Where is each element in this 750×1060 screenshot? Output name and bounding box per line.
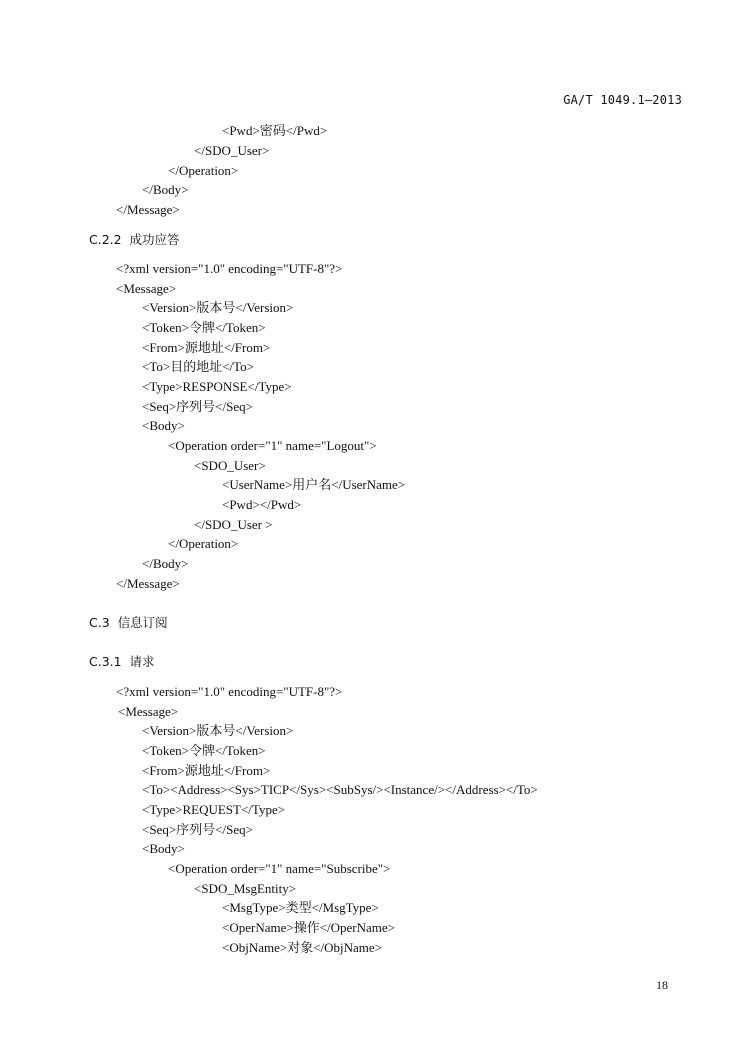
- xml-line: <Type>REQUEST</Type>: [142, 802, 286, 817]
- xml-line: <Pwd>密码</Pwd>: [222, 123, 328, 138]
- xml-line: <From>源地址</From>: [142, 763, 271, 778]
- section-heading-c-2-2: C.2.2 成功应答: [89, 232, 180, 247]
- xml-line: <?xml version="1.0" encoding="UTF-8"?>: [116, 684, 343, 699]
- section-heading-c-3: C.3 信息订阅: [89, 615, 168, 630]
- xml-line: <Message>: [118, 704, 179, 719]
- xml-line: </Body>: [142, 556, 189, 571]
- xml-line: <Operation order="1" name="Logout">: [168, 438, 377, 453]
- xml-line: <From>源地址</From>: [142, 340, 271, 355]
- xml-line: </Operation>: [168, 163, 239, 178]
- xml-line: <Operation order="1" name="Subscribe">: [168, 861, 391, 876]
- xml-line: <To>目的地址</To>: [142, 359, 255, 374]
- xml-line: <To><Address><Sys>TICP</Sys><SubSys/><Instance/></Address></To>: [142, 782, 538, 797]
- xml-line: </SDO_User >: [194, 517, 273, 532]
- xml-line: <Version>版本号</Version>: [142, 723, 294, 738]
- xml-line: </Operation>: [168, 536, 239, 551]
- xml-line: <?xml version="1.0" encoding="UTF-8"?>: [116, 261, 343, 276]
- xml-line: <SDO_MsgEntity>: [194, 881, 297, 896]
- xml-line: </Message>: [116, 576, 180, 591]
- page-number: 18: [656, 978, 668, 992]
- xml-line: </Body>: [142, 182, 189, 197]
- xml-line: <MsgType>类型</MsgType>: [222, 900, 379, 915]
- xml-line: <SDO_User>: [194, 458, 266, 473]
- xml-line: <Version>版本号</Version>: [142, 300, 294, 315]
- xml-line: <UserName>用户名</UserName>: [222, 477, 406, 492]
- xml-line: <Body>: [142, 841, 185, 856]
- xml-line: <ObjName>对象</ObjName>: [222, 940, 383, 955]
- xml-line: <Token>令牌</Token>: [142, 743, 266, 758]
- xml-line: <Message>: [116, 281, 177, 296]
- standard-code: GA/T 1049.1—2013: [563, 93, 682, 107]
- xml-line: <Pwd></Pwd>: [222, 497, 302, 512]
- xml-line: </SDO_User>: [194, 143, 270, 158]
- xml-line: <Type>RESPONSE</Type>: [142, 379, 292, 394]
- xml-line: <Seq>序列号</Seq>: [142, 399, 253, 414]
- xml-line: <OperName>操作</OperName>: [222, 920, 395, 935]
- section-heading-c-3-1: C.3.1 请求: [89, 654, 155, 669]
- xml-line: <Seq>序列号</Seq>: [142, 822, 253, 837]
- xml-line: </Message>: [116, 202, 180, 217]
- xml-line: <Token>令牌</Token>: [142, 320, 266, 335]
- xml-line: <Body>: [142, 418, 185, 433]
